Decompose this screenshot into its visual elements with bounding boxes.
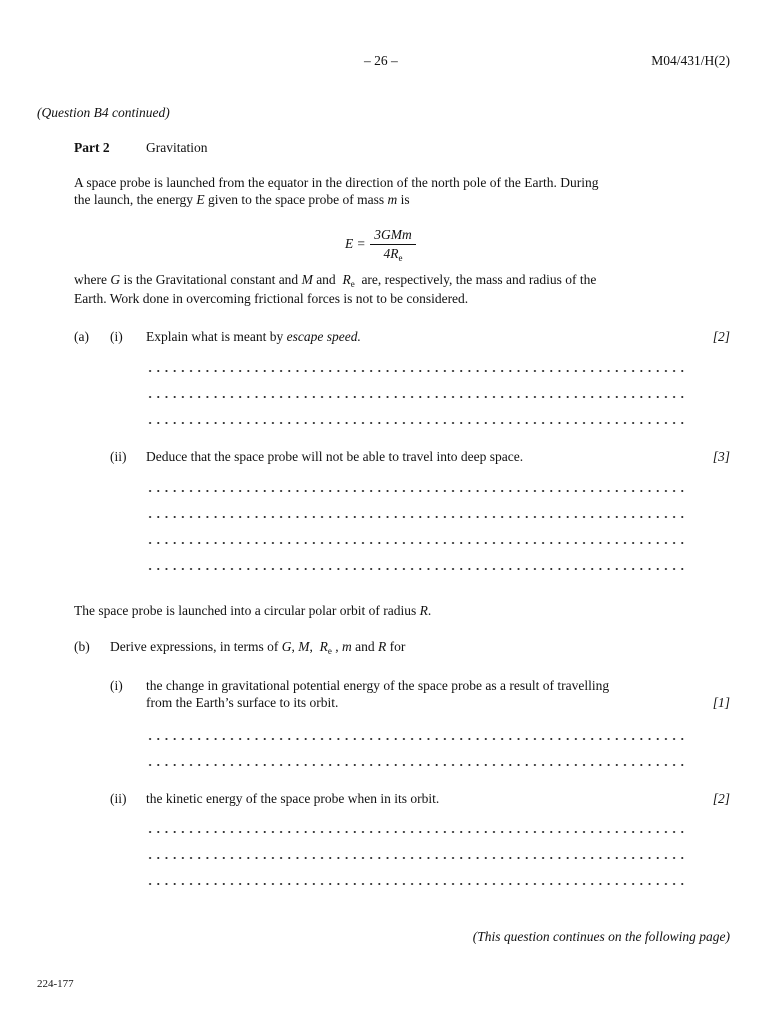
intro-line-1: A space probe is launched from the equator in the direction of the north pole of the Earth. During (74, 175, 599, 190)
answer-line[interactable] (146, 853, 688, 863)
question-b-ii-label: (ii) (110, 791, 127, 806)
answer-line[interactable] (146, 879, 688, 889)
question-a-i-text: Explain what is meant by escape speed. (146, 329, 361, 344)
answer-line[interactable] (146, 512, 688, 522)
answer-line[interactable] (146, 392, 688, 402)
question-b-ii-text: the kinetic energy of the space probe when in its orbit. (146, 791, 440, 806)
page-number: – 26 – (364, 53, 398, 68)
question-b-i-label: (i) (110, 678, 123, 693)
question-a-ii-marks: [3] (712, 449, 730, 464)
answer-line[interactable] (146, 564, 688, 574)
where-line-1: where G is the Gravitational constant and M and $R_e$ are, respectively, the mass and radius of the (74, 272, 597, 289)
orbit-statement: The space probe is launched into a circular polar orbit of radius R. (74, 603, 432, 618)
where-paragraph (74, 271, 688, 307)
answer-line[interactable] (146, 734, 688, 744)
question-a-ii-text: Deduce that the space probe will not be able to travel into deep space. (146, 449, 524, 464)
continued-label: (Question B4 continued) (37, 105, 170, 120)
question-a-label: (a) (74, 329, 89, 344)
footer-code: 224-177 (37, 978, 74, 990)
intro-line-2: the launch, the energy E given to the space probe of mass m is (74, 192, 410, 207)
question-b-text: Derive expressions, in terms of G, M, $R_e$ , m and R for (110, 639, 406, 656)
equation-denominator: $4R_e$ (383, 246, 403, 263)
question-b-ii-marks: [2] (712, 791, 730, 806)
question-a-i-marks: [2] (712, 329, 730, 344)
equation-numerator: 3GMm (374, 227, 412, 242)
question-b-i-marks: [1] (712, 695, 730, 710)
answer-line[interactable] (146, 418, 688, 428)
question-b-i-text: the change in gravitational potential energy of the space probe as a result of travelling from the Earth’s surface to its orbit. (146, 678, 610, 710)
part-label: Part 2 (74, 140, 110, 155)
question-b-label: (b) (74, 639, 90, 654)
intro-paragraph (74, 174, 688, 208)
answer-line[interactable] (146, 538, 688, 548)
answer-line[interactable] (146, 827, 688, 837)
question-a-ii-label: (ii) (110, 449, 127, 464)
question-a-i-label: (i) (110, 329, 123, 344)
continues-note: (This question continues on the following page) (472, 929, 730, 944)
answer-line[interactable] (146, 366, 688, 376)
where-line-2: Earth. Work done in overcoming frictional forces is not to be considered. (74, 291, 469, 306)
part-title: Gravitation (146, 140, 208, 155)
paper-code: M04/431/H(2) (651, 53, 730, 68)
answer-line[interactable] (146, 486, 688, 496)
answer-line[interactable] (146, 760, 688, 770)
